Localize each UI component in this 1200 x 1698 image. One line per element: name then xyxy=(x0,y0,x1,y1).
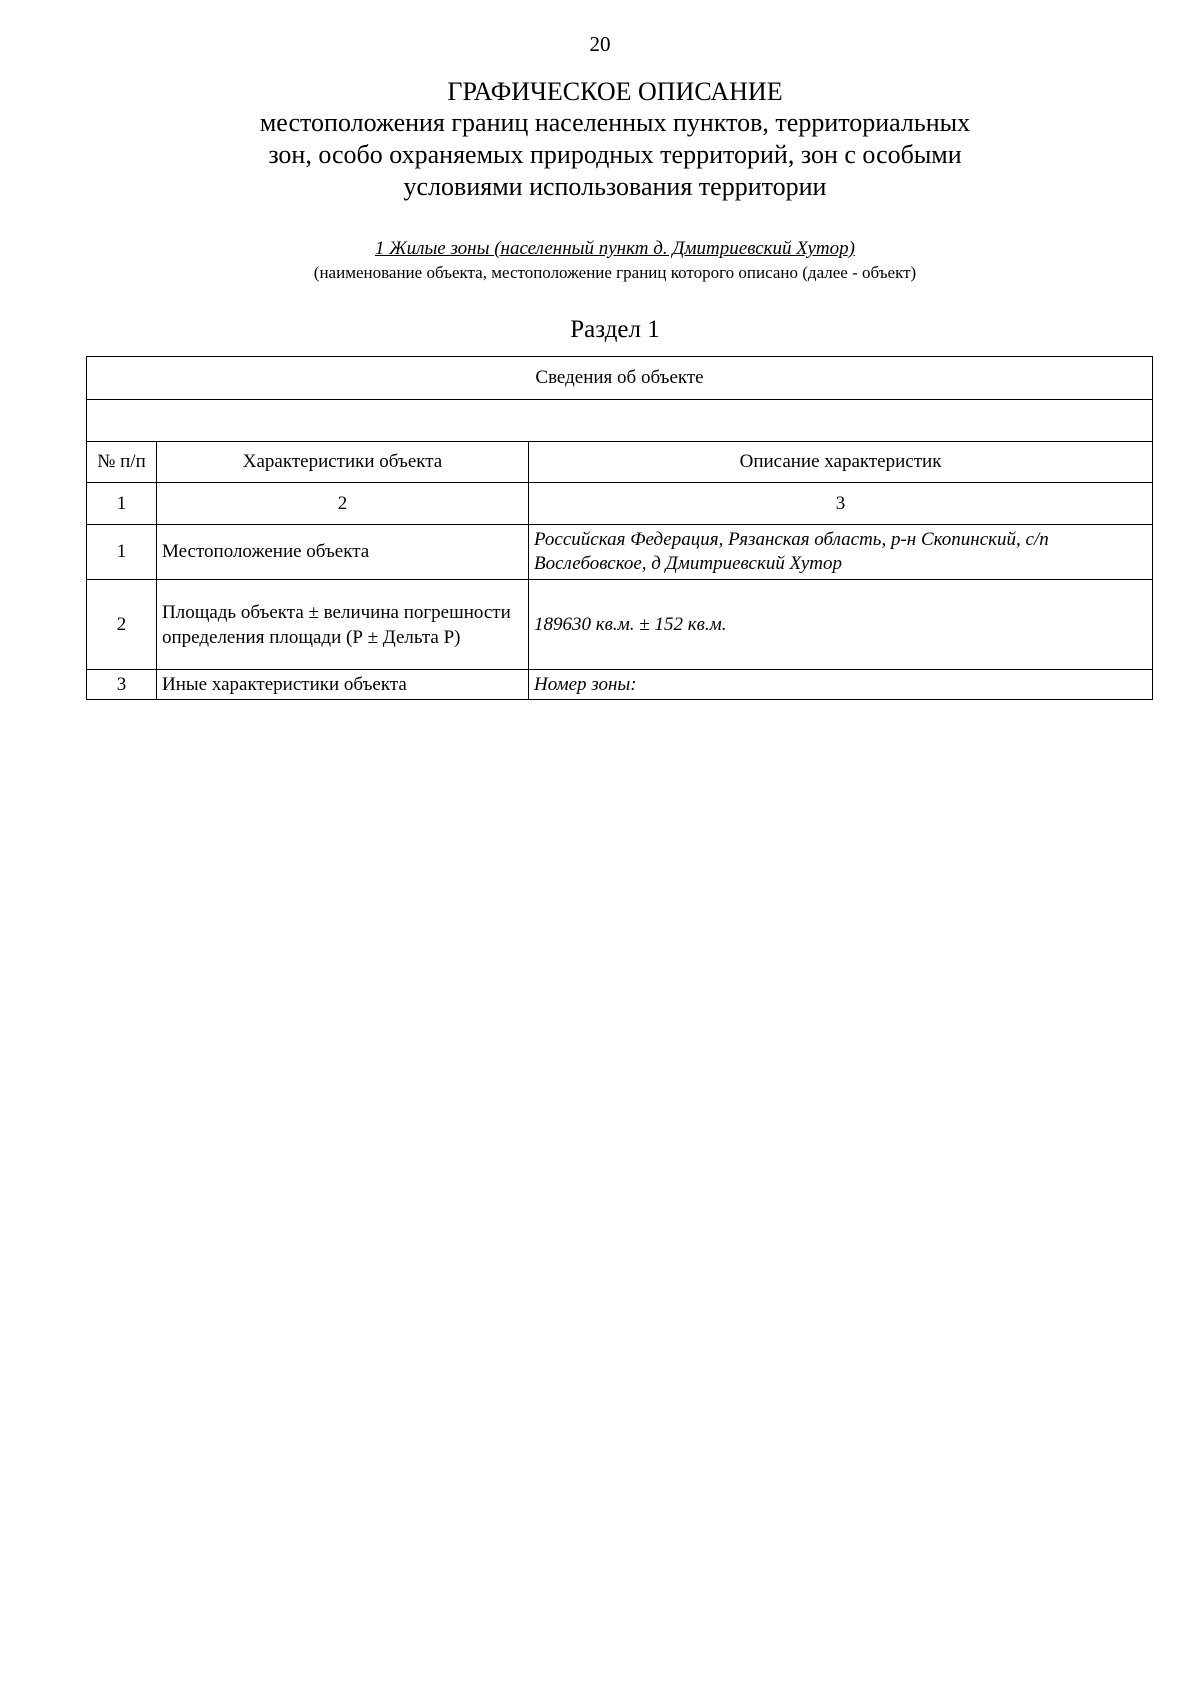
title-line-2: зон, особо охраняемых природных территорий, зон с особыми xyxy=(268,140,962,169)
row-number: 3 xyxy=(87,670,157,700)
table-heading: Сведения об объекте xyxy=(87,357,1153,400)
row-description: Номер зоны: xyxy=(529,670,1153,700)
row-description: 189630 кв.м. ± 152 кв.м. xyxy=(529,580,1153,670)
table-column-header-row xyxy=(87,442,1153,483)
title-line-3: условиями использования территории xyxy=(403,172,827,201)
object-info-table xyxy=(86,356,1153,700)
column-header-characteristic: Характеристики объекта xyxy=(157,442,529,483)
row-characteristic: Иные характеристики объекта xyxy=(157,670,529,700)
table-row xyxy=(87,670,1153,700)
table-empty-cell xyxy=(87,400,1153,442)
column-number-1: 1 xyxy=(87,483,157,525)
page-number: 20 xyxy=(589,32,611,56)
object-name-text: 1 Жилые зоны (населенный пункт д. Дмитриевский Хутор) xyxy=(375,238,855,259)
table-row xyxy=(87,580,1153,670)
column-number-2: 2 xyxy=(157,483,529,525)
object-name xyxy=(0,238,1200,260)
table-column-number-row xyxy=(87,483,1153,525)
row-number: 2 xyxy=(87,580,157,670)
column-header-number: № п/п xyxy=(87,442,157,483)
row-characteristic: Местоположение объекта xyxy=(157,525,529,580)
row-number: 1 xyxy=(87,525,157,580)
title-main: ГРАФИЧЕСКОЕ ОПИСАНИЕ xyxy=(447,77,783,106)
table-row xyxy=(87,525,1153,580)
column-header-description: Описание характеристик xyxy=(529,442,1153,483)
title-line-1: местоположения границ населенных пунктов, территориальных xyxy=(259,108,971,137)
row-characteristic: Площадь объекта ± величина погрешности определения площади (Р ± Дельта Р) xyxy=(157,580,529,670)
section-title: Раздел 1 xyxy=(570,316,660,343)
document-title xyxy=(150,76,1080,203)
table-empty-row xyxy=(87,400,1153,442)
object-caption: (наименование объекта, местоположение границ которого описано (далее - объект) xyxy=(313,263,917,282)
column-number-3: 3 xyxy=(529,483,1153,525)
table-heading-row xyxy=(87,357,1153,400)
row-description: Российская Федерация, Рязанская область, р-н Скопинский, с/п Вослебовское, д Дмитриевский Хутор xyxy=(529,525,1153,580)
